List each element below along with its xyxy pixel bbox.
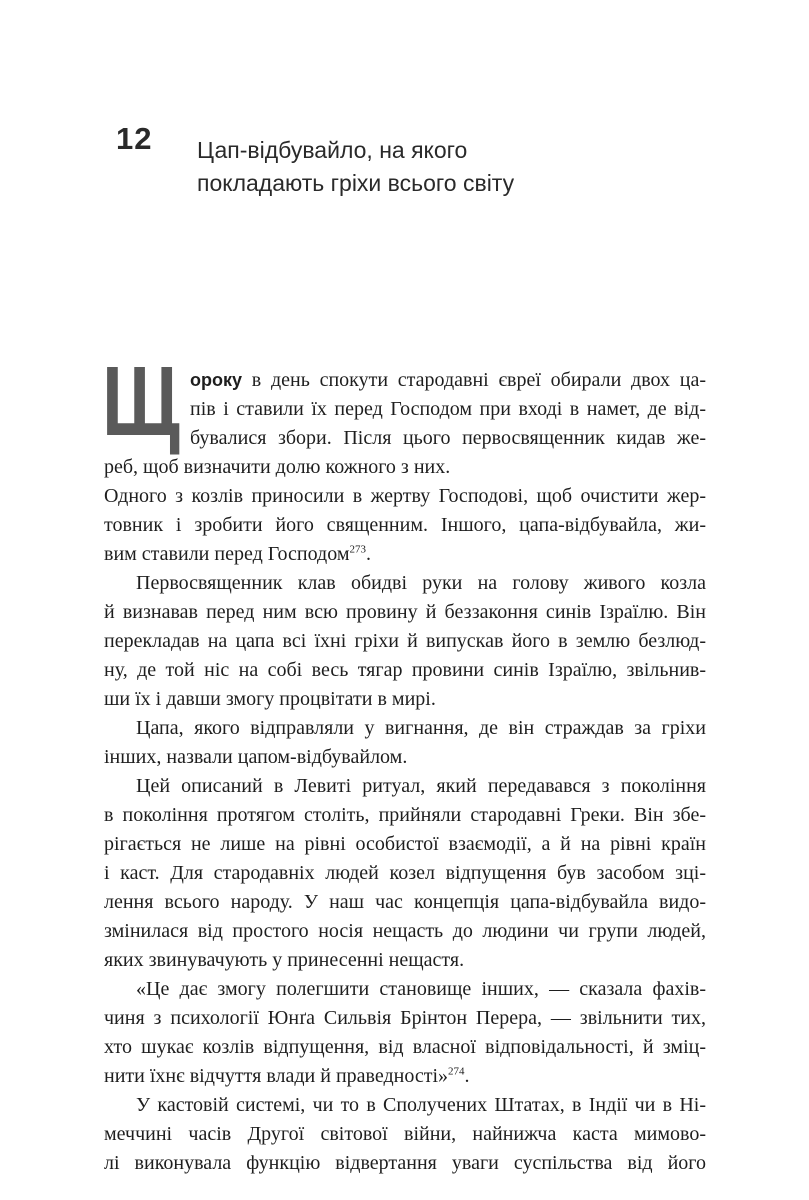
line-text: хто шукає козлів відпущення, від власної відповідальності, й зміц- [104,1036,706,1058]
paragraph [104,482,706,569]
line-text: Одного з козлів приносили в жертву Господові, щоб очистити жер- [104,485,706,507]
text-line [104,772,706,801]
line-text: нити їхнє відчуття влади й праведності» [104,1065,449,1087]
line-text: «Це дає змогу полегшити становище інших, — сказала фахів- [136,978,706,1000]
line-text: пів і ставили їх перед Господом при вході в намет, де від- [190,398,706,420]
line-text: перекладав на цапа всі їхні гріхи й випускав його в землю безлюд- [104,630,706,652]
paragraph [104,569,706,714]
line-text: й визнавав перед ним всю провину й беззаконня синів Ізраїлю. Він [104,601,706,623]
text-line [104,627,706,656]
line-text: ши їх і давши змогу процвітати в мирі. [104,688,436,710]
lead-word: ороку [190,370,243,390]
line-text: бувалися збори. Після цього первосвященник кидав же- [190,427,706,449]
text-line [104,540,706,569]
line-text: в день спокути стародавні євреї обирали двох ца- [242,369,706,391]
text-line [104,714,706,743]
text-line [104,511,706,540]
chapter-title [197,134,514,200]
text-line [104,656,706,685]
text-line [104,453,706,482]
text-line [104,1062,706,1091]
line-text: яких звинувачують у принесенні нещастя. [104,949,465,971]
text-line [104,569,706,598]
line-text: інших, назвали цапом-відбувайлом. [104,746,408,768]
footnote-ref[interactable]: 273 [349,543,366,556]
text-line [104,366,706,395]
line-text: в покоління протягом століть, прийняли стародавні Греки. Він збе- [104,804,706,826]
line-text: реб, щоб визначити долю кожного з них. [104,456,451,478]
line-text: чиня з психології Юнґа Сильвія Брінтон Перера, — звільнити тих, [104,1007,706,1029]
text-line [104,917,706,946]
line-text: Цей описаний в Левиті ритуал, який передавався з покоління [136,775,706,797]
line-text: вим ставили перед Господом [104,543,350,565]
drop-cap: Щ [102,346,180,456]
text-line [104,946,706,975]
chapter-title-line: покладають гріхи всього світу [197,170,515,196]
line-text: і каст. Для стародавніх людей козел відпущення був засобом зці- [104,862,706,884]
line-text-after: . [464,1065,470,1087]
line-text: У кастовій системі, чи то в Сполучених Штатах, в Індії чи в Ні- [136,1094,706,1116]
text-line [104,830,706,859]
line-text: товник і зробити його священним. Іншого, цапа-відбувайла, жи- [104,514,706,536]
line-text: Первосвященник клав обидві руки на голову живого козла [136,572,706,594]
line-text: лення всього народу. У наш час концепція цапа-відбувайла видо- [104,891,706,913]
text-line [104,424,706,453]
text-line [104,743,706,772]
chapter-title-line: Цап-відбувайло, на якого [197,137,468,163]
paragraph [104,772,706,975]
line-text: змінилася від простого носія нещасть до людини чи групи людей, [104,920,706,942]
footnote-ref[interactable]: 274 [448,1065,465,1078]
paragraph [104,1091,706,1178]
line-text: меччині часів Другої світової війни, найнижча каста мимово- [104,1123,706,1145]
line-text: лі виконувала функцію відвертання уваги суспільства від його [104,1152,706,1174]
text-line [104,1120,706,1149]
paragraph [104,975,706,1091]
text-line [104,1149,706,1178]
text-line [104,395,706,424]
text-line [104,598,706,627]
text-line [104,482,706,511]
text-line [104,685,706,714]
text-line [104,801,706,830]
text-line [104,1033,706,1062]
chapter-number: 12 [116,121,153,156]
text-line [104,1004,706,1033]
text-line [104,859,706,888]
text-line [104,888,706,917]
line-text-after: . [366,543,371,565]
line-text: Цапа, якого відправляли у вигнання, де він страждав за гріхи [136,717,706,739]
text-line [104,1091,706,1120]
paragraph [104,366,706,482]
line-text: рігається не лише на рівні особистої взаємодії, а й на рівні країн [104,833,706,855]
paragraph [104,714,706,772]
line-text: ну, де той ніс на собі весь тягар провини синів Ізраїлю, звільнив- [104,659,706,681]
text-line [104,975,706,1004]
body-text [104,366,706,1178]
